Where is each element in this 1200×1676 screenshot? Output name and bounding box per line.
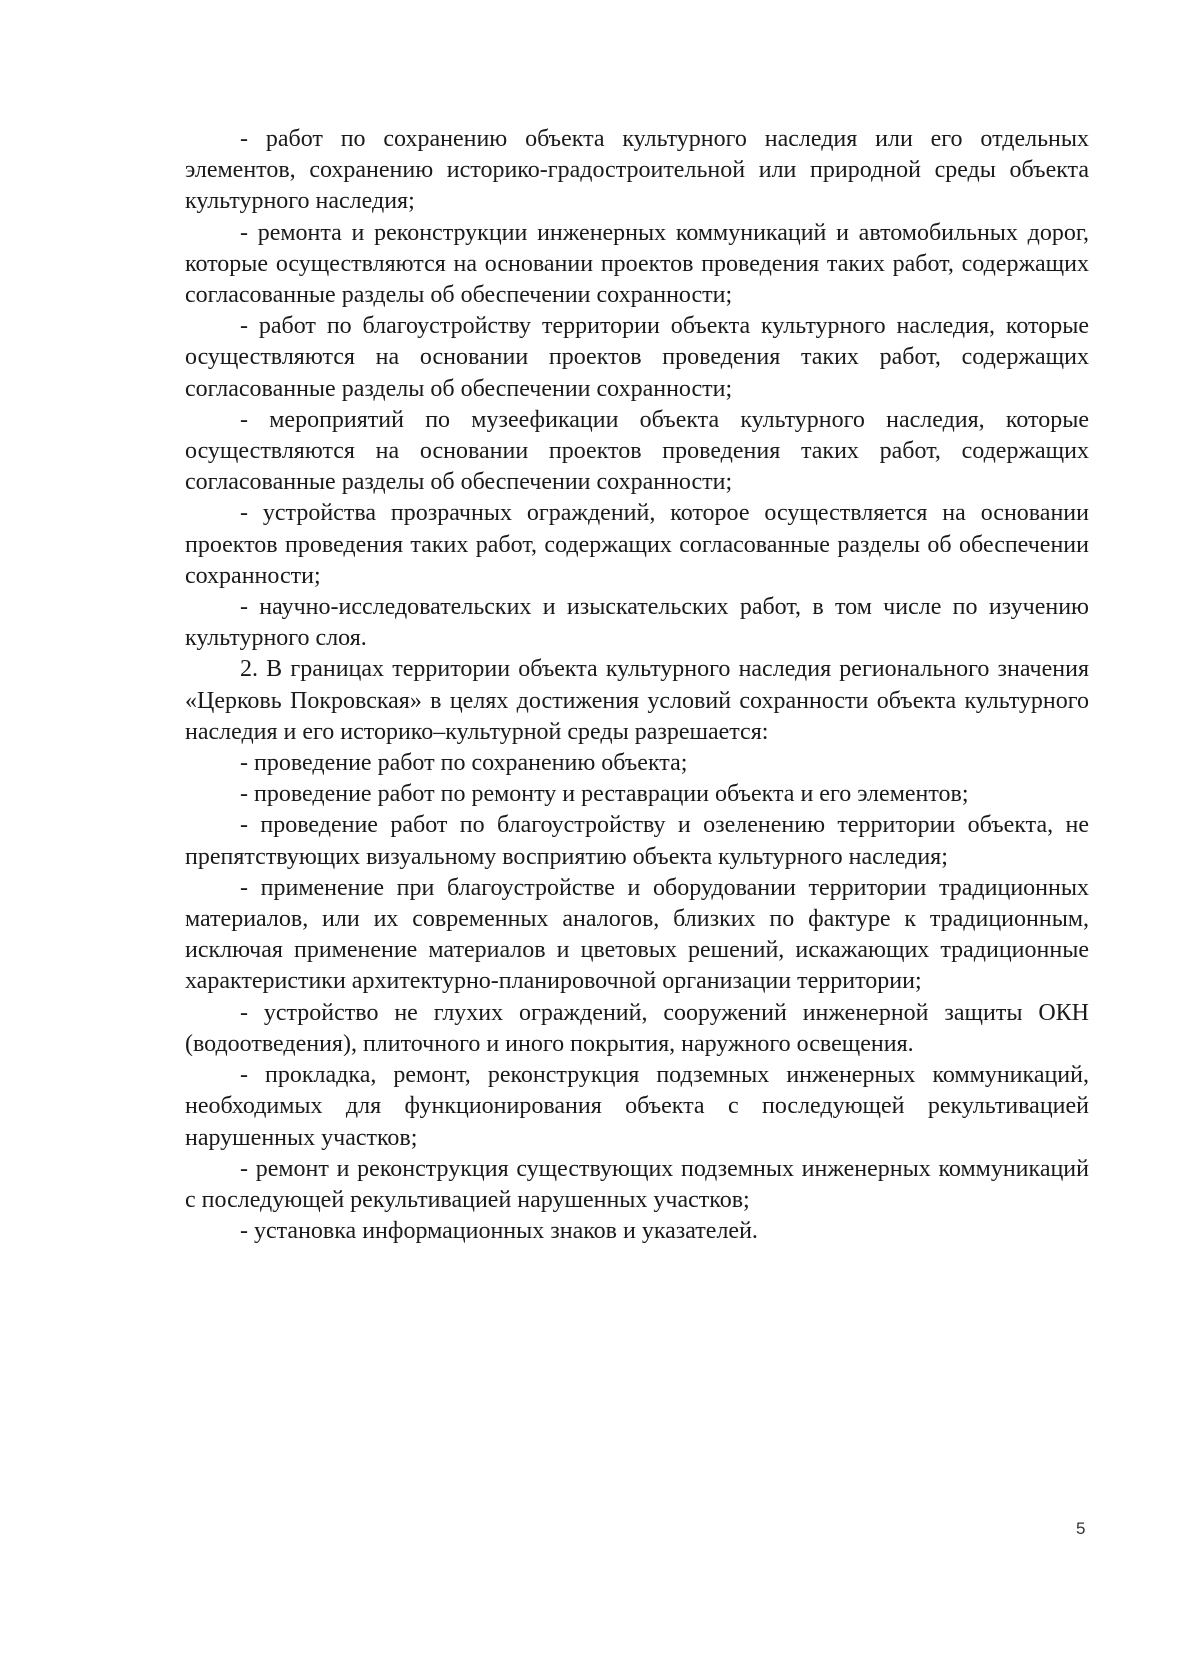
paragraph-15: - установка информационных знаков и указателей. xyxy=(240,1218,758,1245)
paragraph-2: - ремонта и реконструкции инженерных коммуникаций и автомобильных дорог, которые осуществляются на основании проектов проведения таких работ, содержащих согласованные разделы об обеспечении сохранности; xyxy=(185,219,1089,309)
paragraph-14: - ремонт и реконструкция существующих подземных инженерных коммуникаций с последующей рекультивацией нарушенных участков; xyxy=(185,1155,1089,1213)
paragraph-4: - мероприятий по музеефикации объекта культурного наследия, которые осуществляются на основании проектов проведения таких работ, содержащих согласованные разделы об обеспечении сохранности; xyxy=(185,406,1089,496)
paragraph-12: - устройство не глухих ограждений, сооружений инженерной защиты ОКН (водоотведения), плиточного и иного покрытия, наружного освещения. xyxy=(185,999,1089,1057)
document-body xyxy=(185,124,1089,1247)
paragraph-3: - работ по благоустройству территории объекта культурного наследия, которые осуществляются на основании проектов проведения таких работ, содержащих согласованные разделы об обеспечении сохранности; xyxy=(185,313,1089,402)
paragraph-7: 2. В границах территории объекта культурного наследия регионального значения «Церковь Покровская» в целях достижения условий сохранности объекта культурного наследия и его историко–культурной среды разрешается: xyxy=(185,656,1089,745)
paragraph-8: - проведение работ по сохранению объекта; xyxy=(240,750,688,777)
paragraph-6: - научно-исследовательских и изыскательских работ, в том числе по изучению культурного слоя. xyxy=(185,594,1089,652)
page-number: 5 xyxy=(1076,1519,1086,1538)
paragraph-10: - проведение работ по благоустройству и озеленению территории объекта, не препятствующих визуальному восприятию объекта культурного наследия; xyxy=(185,812,1089,870)
paragraph-5: - устройства прозрачных ограждений, которое осуществляется на основании проектов проведения таких работ, содержащих согласованные разделы об обеспечении сохранности; xyxy=(185,500,1089,589)
paragraph-9: - проведение работ по ремонту и реставрации объекта и его элементов; xyxy=(240,781,969,808)
paragraph-13: - прокладка, ремонт, реконструкция подземных инженерных коммуникаций, необходимых для функционирования объекта с последующей рекультивацией нарушенных участков; xyxy=(185,1062,1089,1151)
paragraph-11: - применение при благоустройстве и оборудовании территории традиционных материалов, или их современных аналогов, близких по фактуре к традиционным, исключая применение материалов и цветовых решений, искажающих традиционные характеристики архитектурно-планировочной организации территории; xyxy=(185,874,1089,995)
paragraph-1: - работ по сохранению объекта культурного наследия или его отдельных элементов, сохранению историко-градостроительной или природной среды объекта культурного наследия; xyxy=(185,126,1089,215)
